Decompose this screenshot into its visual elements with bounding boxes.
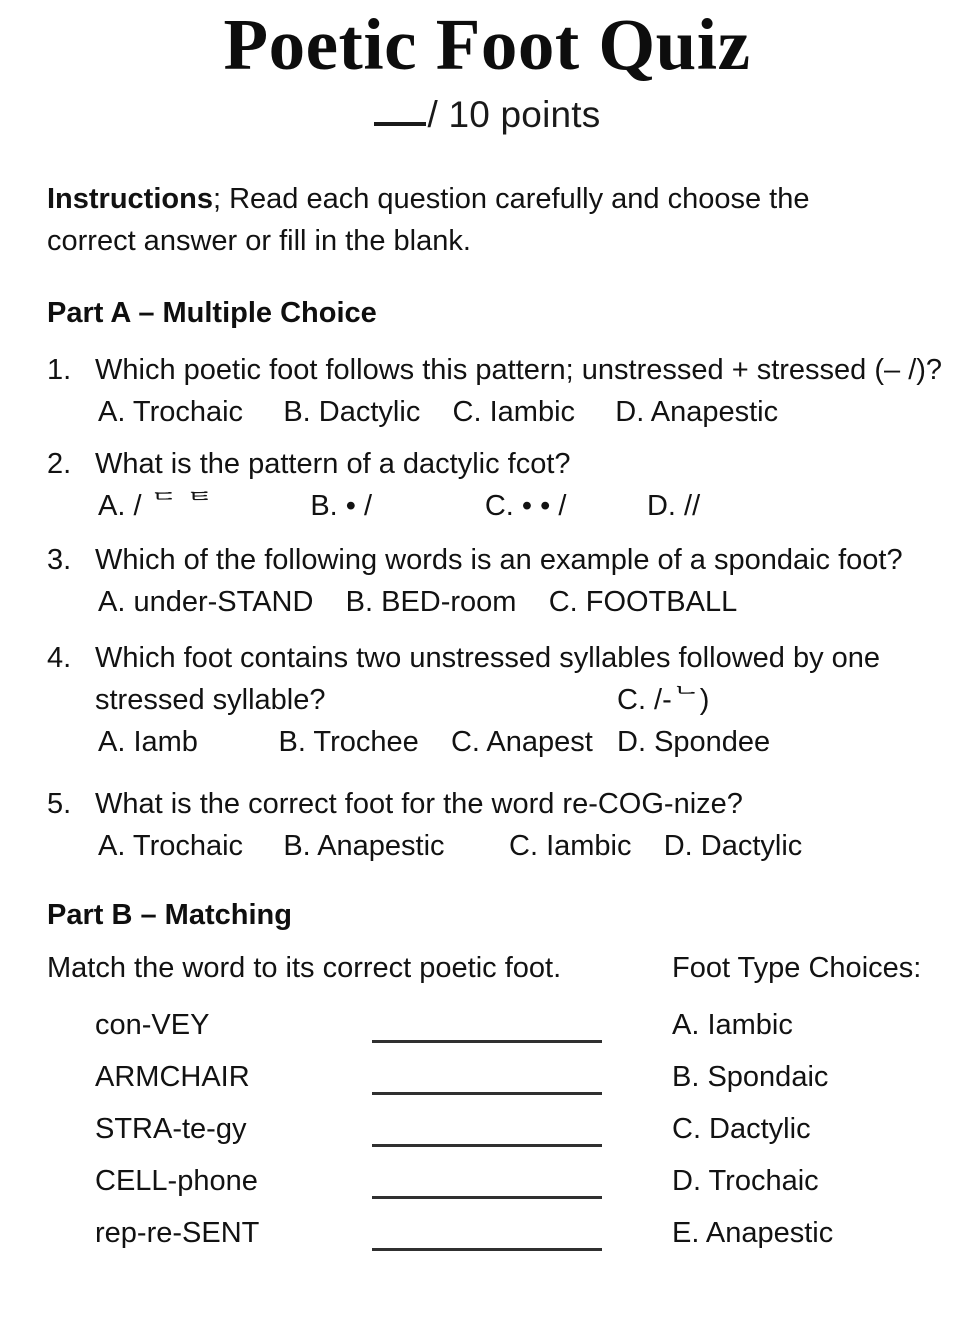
- question-5-number: 5.: [47, 788, 72, 820]
- instructions-label: Instructions: [47, 183, 213, 215]
- matching-word: con-VEY: [95, 1009, 210, 1041]
- part-b-heading: Part B – Matching: [47, 899, 292, 931]
- foot-type-choice[interactable]: E. Anapestic: [672, 1217, 834, 1249]
- matching-row: [0, 1212, 974, 1264]
- matching-row: [0, 1160, 974, 1212]
- matching-instruction: Match the word to its correct poetic foot.: [47, 952, 562, 984]
- matching-word: ARMCHAIR: [95, 1061, 250, 1093]
- instructions-paragraph: [47, 178, 867, 262]
- question-1-stem: Which poetic foot follows this pattern; unstressed + stressed (– /)?: [95, 354, 943, 386]
- question-1-number: 1.: [47, 354, 72, 386]
- matching-answer-blank[interactable]: [372, 1196, 602, 1199]
- question-4-number: 4.: [47, 642, 72, 674]
- matching-row: [0, 1108, 974, 1160]
- matching-answer-blank[interactable]: [372, 1092, 602, 1095]
- question-4-stray-mark: C. /-ᄂ): [617, 684, 710, 716]
- question-2-stem: What is the pattern of a dactylic fcot?: [95, 448, 571, 480]
- question-2-options[interactable]: A. / ᄃ ᄐ B. • / C. • • / D. //: [98, 490, 701, 522]
- question-5-stem: What is the correct foot for the word re-COG-nize?: [95, 788, 743, 820]
- question-4: [47, 637, 967, 763]
- question-2: [47, 443, 967, 527]
- foot-type-choices-heading: Foot Type Choices:: [672, 952, 922, 984]
- points-line: [0, 92, 974, 138]
- foot-type-choice[interactable]: D. Trochaic: [672, 1165, 819, 1197]
- page-title: Poetic Foot Quiz: [223, 4, 751, 85]
- part-a-heading: Part A – Multiple Choice: [47, 297, 377, 329]
- matching-word: rep-re-SENT: [95, 1217, 260, 1249]
- matching-row: [0, 1056, 974, 1108]
- foot-type-choice[interactable]: B. Spondaic: [672, 1061, 829, 1093]
- matching-list: [0, 1004, 974, 1264]
- question-1: [47, 349, 967, 433]
- matching-row: [0, 1004, 974, 1056]
- question-4-options[interactable]: A. Iamb B. Trochee C. Anapest D. Spondee: [98, 726, 771, 758]
- question-3-options[interactable]: A. under-STAND B. BED-room C. FOOTBALL: [98, 586, 738, 618]
- instructions-text: ; Read each question carefully and choose the correct answer or fill in the blank.: [47, 183, 810, 257]
- foot-type-choice[interactable]: A. Iambic: [672, 1009, 793, 1041]
- points-blank: [374, 100, 426, 126]
- matching-word: CELL-phone: [95, 1165, 258, 1197]
- question-1-options[interactable]: A. Trochaic B. Dactylic C. Iambic D. Anapestic: [98, 396, 779, 428]
- question-3-stem: Which of the following words is an example of a spondaic foot?: [95, 544, 903, 576]
- points-label: / 10 points: [427, 94, 601, 135]
- question-2-number: 2.: [47, 448, 72, 480]
- matching-answer-blank[interactable]: [372, 1144, 602, 1147]
- matching-word: STRA-te-gy: [95, 1113, 247, 1145]
- question-5-options[interactable]: A. Trochaic B. Anapestic C. Iambic D. Dactylic: [98, 830, 803, 862]
- foot-type-choice[interactable]: C. Dactylic: [672, 1113, 811, 1145]
- matching-answer-blank[interactable]: [372, 1248, 602, 1251]
- question-5: [47, 783, 967, 867]
- matching-answer-blank[interactable]: [372, 1040, 602, 1043]
- question-3: [47, 539, 967, 623]
- question-4-stem: Which foot contains two unstressed syllables followed by one stressed syllable?: [95, 642, 881, 716]
- question-3-number: 3.: [47, 544, 72, 576]
